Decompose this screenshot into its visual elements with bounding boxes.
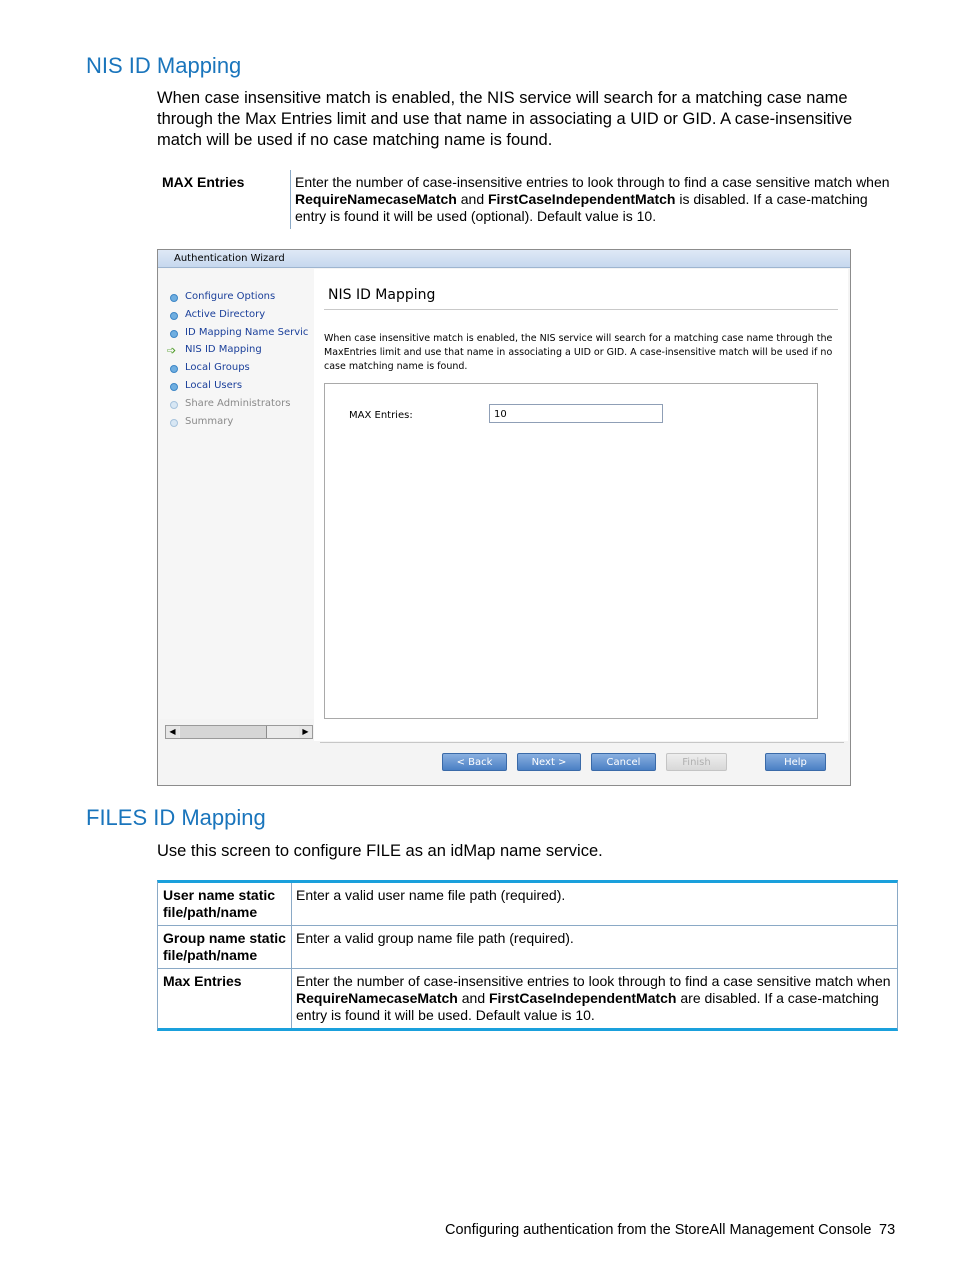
nis-term: MAX Entries [162,174,245,190]
max-entries-input[interactable]: 10 [489,404,663,423]
table-term: User name static file/path/name [163,887,276,920]
scroll-thumb[interactable] [180,726,267,738]
files-intro: Use this screen to configure FILE as an idMap name service. [157,842,603,860]
authentication-wizard-window [157,249,851,786]
table-desc: Enter the number of case-insensitive entries to look through to find a case sensitive match when RequireNamecaseMatch and FirstCaseIndependentMatch are disabled. If a case-matching entry is found it will be used. Default value is 10. [291,969,897,1028]
bullet-icon [170,330,178,338]
nav-item-summary: Summary [185,416,233,427]
wizard-nav [159,269,314,719]
table-row [158,968,897,1028]
nis-desc: Enter the number of case-insensitive entries to look through to find a case sensitive match when RequireNamecaseMatch and FirstCaseIndependentMatch is disabled. If a case-matching entry is found it will be used (optional). Default value is 10. [290,170,896,229]
table-row [157,170,896,229]
nis-intro: When case insensitive match is enabled, the NIS service will search for a matching case name through the Max Entries limit and use that name in associating a UID or GID. A case-insensitive match will be used if no case matching name is found. [157,89,853,149]
scroll-left-icon[interactable]: ◀ [166,726,179,738]
divider [324,309,838,310]
nav-item-active-directory[interactable]: Active Directory [185,309,265,320]
table-desc: Enter a valid user name file path (required). [291,883,897,925]
finish-button: Finish [666,753,727,771]
button-divider [320,742,844,743]
nav-item-nis-id-mapping[interactable]: ➩ NIS ID Mapping [167,344,262,357]
bullet-icon [170,312,178,320]
files-definition-table [157,880,898,1031]
nis-definition-table [157,170,896,229]
nav-horizontal-scrollbar[interactable] [165,725,313,739]
bullet-icon [170,383,178,391]
wizard-content-panel [314,269,848,741]
nav-item-configure-options[interactable]: Configure Options [185,291,275,302]
max-entries-label: MAX Entries: [349,410,413,421]
current-step-arrow-icon: ➩ [167,344,177,357]
table-desc: Enter a valid group name file path (required). [291,926,897,968]
table-term: Max Entries [163,973,242,989]
page-number: 73 [879,1222,896,1238]
form-box [324,383,818,719]
footer-text: Configuring authentication from the StoreAll Management Console [445,1222,872,1238]
scroll-right-icon[interactable]: ▶ [299,726,312,738]
table-term: Group name static file/path/name [163,930,286,963]
bullet-icon [170,401,178,409]
bullet-icon [170,294,178,302]
nav-item-local-groups[interactable]: Local Groups [185,362,250,373]
bullet-icon [170,419,178,427]
cancel-button[interactable]: Cancel [591,753,656,771]
nis-heading: NIS ID Mapping [86,53,242,78]
table-row [158,925,897,968]
nav-item-id-mapping-name-service[interactable]: ID Mapping Name Servic [185,327,308,338]
back-button[interactable]: < Back [442,753,507,771]
wizard-title-bar: Authentication Wizard [158,250,850,268]
panel-title: NIS ID Mapping [328,287,436,303]
help-button[interactable]: Help [765,753,826,771]
nav-item-local-users[interactable]: Local Users [185,380,242,391]
nav-item-share-administrators: Share Administrators [185,398,290,409]
files-heading: FILES ID Mapping [86,805,266,830]
next-button[interactable]: Next > [517,753,581,771]
panel-description: When case insensitive match is enabled, the NIS service will search for a matching case name through the MaxEntries limit and use that name in associating a UID or GID. A case-insensitive match will be used if no case matching name is found. [324,333,833,372]
table-row [158,883,897,925]
bullet-icon [170,365,178,373]
